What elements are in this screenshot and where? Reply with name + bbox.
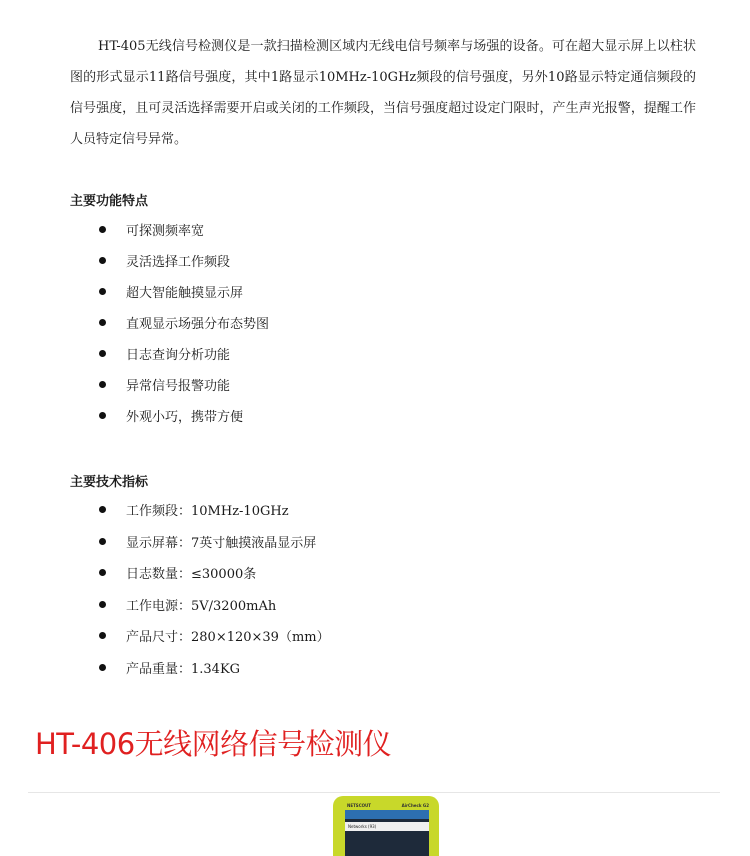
specs-list [99,494,330,683]
bullet-icon [99,319,106,326]
list-item: 显示屏幕：7英寸触摸液晶显示屏 [99,526,330,558]
list-item: 超大智能触摸显示屏 [99,276,269,307]
bullet-icon [99,288,106,295]
bullet-icon [99,226,106,233]
list-item: 异常信号报警功能 [99,369,269,400]
device-screen [345,810,429,856]
list-item: 工作电源：5V/3200mAh [99,589,330,621]
list-item: 产品重量：1.34KG [99,652,330,684]
list-item: 灵活选择工作频段 [99,245,269,276]
list-item: 外观小巧，携带方便 [99,400,269,431]
bullet-icon [99,506,106,513]
features-list [99,214,269,431]
list-item: 直观显示场强分布态势图 [99,307,269,338]
features-title: 主要功能特点 [70,194,149,209]
list-item: 工作频段：10MHz-10GHz [99,494,330,526]
bullet-icon [99,381,106,388]
list-item: 可探测频率宽 [99,214,269,245]
bullet-icon [99,538,106,545]
product-image [333,796,439,856]
screen-header [345,810,429,819]
bullet-icon [99,601,106,608]
bullet-icon [99,664,106,671]
product-heading: HT-406无线网络信号检测仪 [35,727,392,761]
device-header [347,800,429,810]
bullet-icon [99,569,106,576]
list-item: 产品尺寸：280×120×39（mm） [99,620,330,652]
divider [28,792,720,793]
intro-paragraph: HT-405无线信号检测仪是一款扫描检测区域内无线电信号频率与场强的设备。可在超大显示屏上以柱状图的形式显示11路信号强度，其中1路显示10MHz-10GHz频段的信号强度，另外10路显示特定通信频段的信号强度，且可灵活选择需要开启或关闭的工作频段，当信号强度超过设定门限时，产生声光报警，提醒工作人员特定信号异常。 [70,39,696,147]
bullet-icon [99,350,106,357]
screen-row: Networks (93) [345,822,429,831]
list-item: 日志查询分析功能 [99,338,269,369]
list-item: 日志数量：≤30000条 [99,557,330,589]
bullet-icon [99,412,106,419]
device-model: AirCheck G2 [401,802,429,808]
bullet-icon [99,632,106,639]
specs-title: 主要技术指标 [70,475,149,490]
device-brand: NETSCOUT [347,802,372,808]
bullet-icon [99,257,106,264]
